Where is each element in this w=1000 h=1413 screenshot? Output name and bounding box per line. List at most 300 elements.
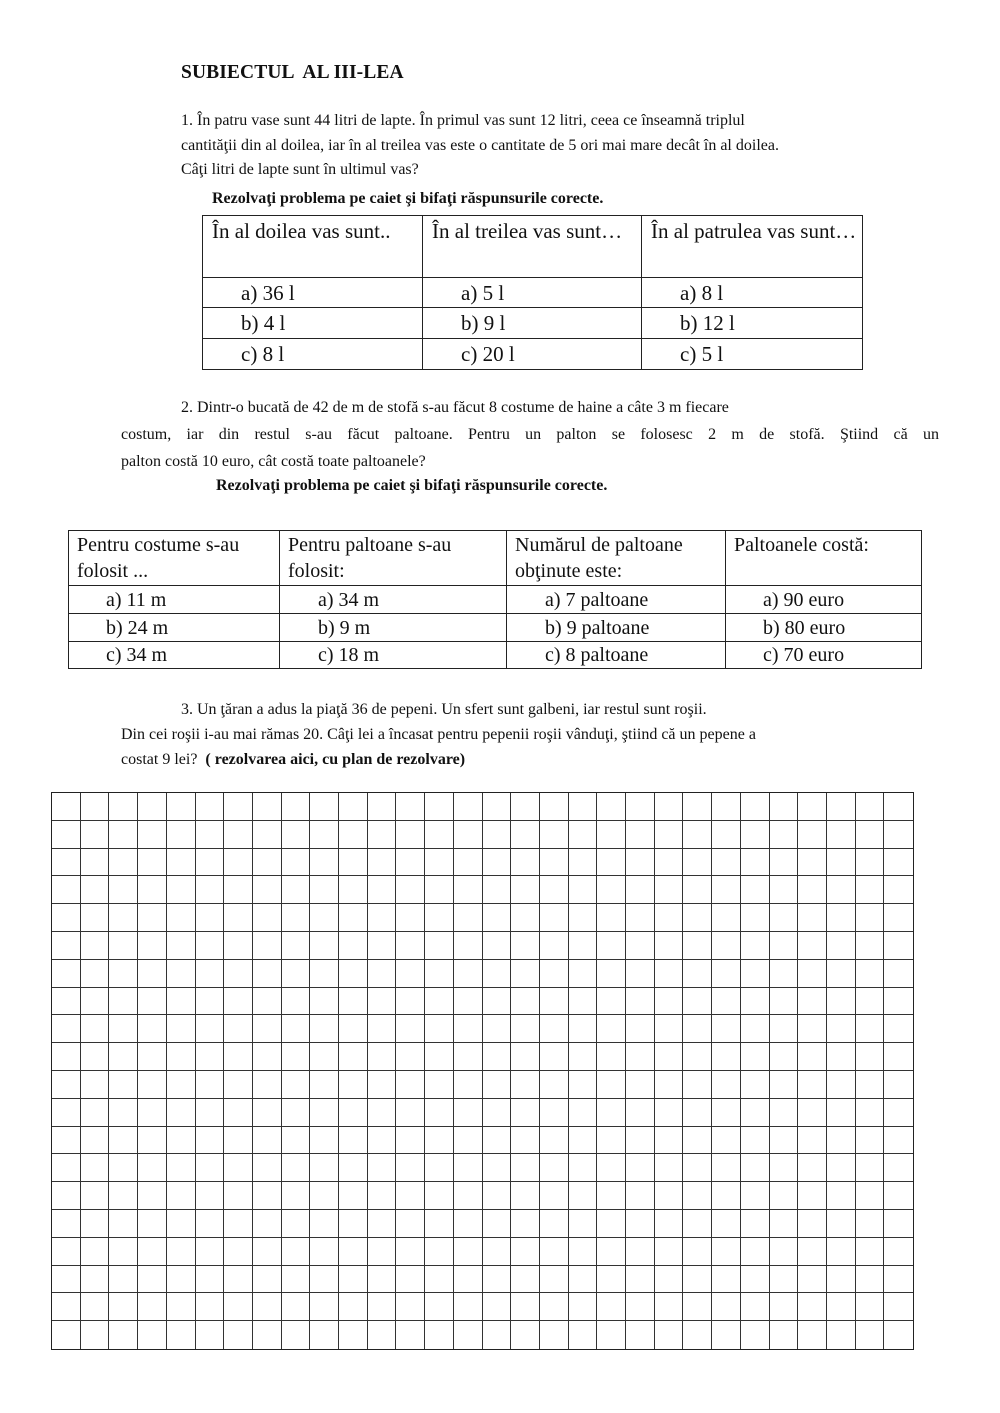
table-header: În al doilea vas sunt.. [203, 216, 423, 278]
grid-cell [425, 1127, 454, 1155]
grid-cell [310, 849, 339, 877]
grid-cell [626, 1210, 655, 1238]
grid-cell [454, 1015, 483, 1043]
grid-cell [798, 1210, 827, 1238]
answer-option[interactable]: a) 11 m [69, 586, 280, 614]
grid-cell [253, 876, 282, 904]
grid-cell [483, 849, 512, 877]
grid-cell [454, 793, 483, 821]
grid-cell [569, 849, 598, 877]
grid-cell [138, 1293, 167, 1321]
grid-cell [741, 876, 770, 904]
grid-cell [483, 1266, 512, 1294]
grid-cell [167, 821, 196, 849]
grid-cell [655, 1043, 684, 1071]
grid-cell [454, 849, 483, 877]
grid-cell [569, 1238, 598, 1266]
grid-cell [253, 1015, 282, 1043]
grid-cell [770, 932, 799, 960]
grid-cell [138, 821, 167, 849]
grid-cell [253, 932, 282, 960]
grid-cell [167, 904, 196, 932]
grid-cell [626, 849, 655, 877]
grid-cell [569, 821, 598, 849]
problem-1-answer-table [202, 215, 863, 370]
grid-cell [683, 904, 712, 932]
grid-cell [770, 1154, 799, 1182]
grid-cell [884, 1099, 913, 1127]
grid-cell [712, 1154, 741, 1182]
grid-cell [396, 1043, 425, 1071]
grid-cell [425, 1099, 454, 1127]
grid-cell [52, 960, 81, 988]
grid-cell [827, 1043, 856, 1071]
grid-cell [196, 932, 225, 960]
grid-cell [282, 1182, 311, 1210]
grid-cell [425, 1182, 454, 1210]
grid-cell [224, 1043, 253, 1071]
grid-cell [52, 932, 81, 960]
grid-cell [282, 821, 311, 849]
grid-cell [856, 960, 885, 988]
grid-cell [798, 1043, 827, 1071]
grid-cell [368, 1293, 397, 1321]
problem-3-text-line-1: 3. Un ţăran a adus la piaţă 36 de pepeni. Un sfert sunt galbeni, iar restul sunt roşii. [181, 701, 707, 718]
grid-cell [770, 1099, 799, 1127]
grid-cell [196, 1043, 225, 1071]
answer-option[interactable]: a) 36 l [203, 278, 423, 308]
grid-cell [224, 932, 253, 960]
grid-cell [540, 1071, 569, 1099]
answer-option[interactable]: b) 80 euro [726, 614, 922, 642]
grid-cell [483, 1127, 512, 1155]
grid-cell [138, 876, 167, 904]
grid-cell [81, 1182, 110, 1210]
grid-cell [856, 849, 885, 877]
grid-cell [109, 1238, 138, 1266]
grid-cell [511, 821, 540, 849]
grid-cell [310, 1154, 339, 1182]
grid-cell [597, 1071, 626, 1099]
grid-cell [454, 876, 483, 904]
grid-cell [196, 1099, 225, 1127]
grid-cell [540, 1293, 569, 1321]
grid-cell [167, 960, 196, 988]
grid-cell [109, 1210, 138, 1238]
grid-cell [540, 1015, 569, 1043]
grid-cell [655, 960, 684, 988]
grid-cell [81, 821, 110, 849]
grid-cell [569, 1293, 598, 1321]
grid-cell [167, 1293, 196, 1321]
grid-cell [109, 849, 138, 877]
grid-cell [138, 1099, 167, 1127]
grid-cell [52, 904, 81, 932]
grid-cell [454, 821, 483, 849]
grid-cell [109, 1154, 138, 1182]
grid-cell [856, 1266, 885, 1294]
grid-cell [81, 849, 110, 877]
grid-cell [655, 1210, 684, 1238]
grid-cell [511, 1099, 540, 1127]
grid-cell [712, 1266, 741, 1294]
grid-cell [827, 988, 856, 1016]
grid-cell [224, 876, 253, 904]
grid-cell [253, 960, 282, 988]
grid-cell [81, 1127, 110, 1155]
grid-cell [368, 1071, 397, 1099]
grid-cell [770, 960, 799, 988]
grid-cell [339, 960, 368, 988]
grid-cell [798, 1238, 827, 1266]
grid-cell [454, 1154, 483, 1182]
grid-cell [109, 960, 138, 988]
grid-cell [310, 904, 339, 932]
grid-cell [569, 1210, 598, 1238]
grid-cell [741, 1182, 770, 1210]
grid-cell [683, 1210, 712, 1238]
answer-option[interactable]: b) 9 l [423, 308, 642, 339]
grid-cell [626, 1266, 655, 1294]
answer-option[interactable]: a) 8 l [642, 278, 863, 308]
grid-cell [712, 793, 741, 821]
grid-cell [368, 1210, 397, 1238]
grid-cell [569, 1266, 598, 1294]
grid-cell [368, 793, 397, 821]
table-header: În al patrulea vas sunt… [642, 216, 863, 278]
grid-cell [109, 1127, 138, 1155]
answer-grid[interactable] [51, 792, 914, 1350]
grid-cell [683, 793, 712, 821]
grid-cell [196, 1182, 225, 1210]
grid-cell [655, 1071, 684, 1099]
grid-cell [425, 1071, 454, 1099]
grid-cell [511, 1321, 540, 1349]
grid-cell [827, 821, 856, 849]
grid-cell [368, 1238, 397, 1266]
grid-cell [655, 1182, 684, 1210]
grid-cell [339, 1015, 368, 1043]
grid-cell [425, 1043, 454, 1071]
grid-cell [425, 849, 454, 877]
grid-cell [196, 876, 225, 904]
grid-cell [81, 904, 110, 932]
grid-cell [540, 876, 569, 904]
grid-cell [253, 1127, 282, 1155]
grid-cell [770, 1293, 799, 1321]
problem-2-text-line-3: palton costă 10 euro, cât costă toate paltoanele? [121, 453, 426, 470]
grid-cell [425, 960, 454, 988]
grid-cell [368, 1127, 397, 1155]
grid-cell [741, 1099, 770, 1127]
grid-cell [655, 1238, 684, 1266]
grid-cell [511, 793, 540, 821]
grid-cell [167, 932, 196, 960]
grid-cell [483, 988, 512, 1016]
grid-cell [540, 1043, 569, 1071]
grid-cell [655, 793, 684, 821]
grid-cell [310, 1071, 339, 1099]
answer-option[interactable]: a) 90 euro [726, 586, 922, 614]
problem-3-instruction: ( rezolvarea aici, cu plan de rezolvare) [205, 751, 466, 768]
grid-cell [109, 1321, 138, 1349]
table-header: Numărul de paltoane obţinute este: [507, 531, 726, 586]
grid-cell [569, 1099, 598, 1127]
grid-cell [282, 1238, 311, 1266]
answer-option[interactable]: c) 70 euro [726, 642, 922, 669]
grid-cell [339, 849, 368, 877]
grid-cell [655, 904, 684, 932]
grid-cell [856, 876, 885, 904]
grid-cell [81, 1293, 110, 1321]
grid-cell [683, 821, 712, 849]
grid-cell [683, 1127, 712, 1155]
grid-cell [454, 1293, 483, 1321]
grid-cell [597, 1266, 626, 1294]
grid-cell [396, 1266, 425, 1294]
grid-cell [856, 793, 885, 821]
grid-cell [253, 1043, 282, 1071]
grid-cell [167, 793, 196, 821]
grid-cell [884, 1321, 913, 1349]
grid-cell [81, 1154, 110, 1182]
table-header: Pentru paltoane s-au folosit: [280, 531, 507, 586]
grid-cell [282, 793, 311, 821]
grid-cell [626, 1182, 655, 1210]
grid-cell [626, 876, 655, 904]
grid-cell [856, 1321, 885, 1349]
grid-cell [626, 988, 655, 1016]
grid-cell [511, 960, 540, 988]
grid-cell [339, 1293, 368, 1321]
grid-cell [798, 1099, 827, 1127]
grid-cell [339, 1238, 368, 1266]
problem-2-answer-table [68, 530, 922, 669]
grid-cell [626, 904, 655, 932]
grid-cell [770, 988, 799, 1016]
grid-cell [856, 1182, 885, 1210]
grid-cell [597, 793, 626, 821]
grid-cell [167, 1154, 196, 1182]
grid-cell [597, 1154, 626, 1182]
grid-cell [253, 1321, 282, 1349]
grid-cell [109, 1266, 138, 1294]
grid-cell [798, 821, 827, 849]
grid-cell [884, 904, 913, 932]
grid-cell [597, 1210, 626, 1238]
grid-cell [339, 1099, 368, 1127]
grid-cell [827, 932, 856, 960]
grid-cell [540, 960, 569, 988]
grid-cell [798, 1154, 827, 1182]
grid-cell [511, 1071, 540, 1099]
grid-cell [81, 1015, 110, 1043]
grid-cell [683, 1321, 712, 1349]
grid-cell [540, 988, 569, 1016]
grid-cell [511, 1043, 540, 1071]
grid-cell [569, 1071, 598, 1099]
grid-cell [712, 1071, 741, 1099]
grid-cell [368, 1043, 397, 1071]
grid-cell [167, 1266, 196, 1294]
grid-cell [52, 821, 81, 849]
grid-cell [81, 876, 110, 904]
grid-cell [52, 1015, 81, 1043]
grid-cell [884, 793, 913, 821]
grid-cell [52, 1071, 81, 1099]
grid-cell [138, 1210, 167, 1238]
problem-3-question-end: costat 9 lei? [121, 751, 206, 768]
answer-option[interactable]: b) 9 m [280, 614, 507, 642]
grid-cell [884, 1210, 913, 1238]
grid-cell [52, 1154, 81, 1182]
grid-cell [454, 960, 483, 988]
grid-cell [368, 1099, 397, 1127]
grid-cell [196, 1293, 225, 1321]
answer-option[interactable]: b) 4 l [203, 308, 423, 339]
grid-cell [282, 1210, 311, 1238]
grid-cell [511, 1154, 540, 1182]
grid-cell [224, 1238, 253, 1266]
grid-cell [540, 821, 569, 849]
grid-cell [138, 1182, 167, 1210]
answer-option[interactable]: b) 9 paltoane [507, 614, 726, 642]
grid-cell [741, 988, 770, 1016]
grid-cell [224, 1015, 253, 1043]
grid-cell [52, 793, 81, 821]
grid-cell [770, 793, 799, 821]
grid-cell [310, 1127, 339, 1155]
grid-cell [827, 1293, 856, 1321]
grid-cell [138, 793, 167, 821]
grid-cell [253, 793, 282, 821]
grid-cell [138, 1266, 167, 1294]
grid-cell [310, 1321, 339, 1349]
grid-cell [339, 1154, 368, 1182]
grid-cell [196, 904, 225, 932]
answer-option[interactable]: a) 34 m [280, 586, 507, 614]
answer-option[interactable]: a) 5 l [423, 278, 642, 308]
grid-cell [310, 960, 339, 988]
answer-option[interactable]: c) 18 m [280, 642, 507, 669]
grid-cell [253, 1182, 282, 1210]
grid-cell [655, 1154, 684, 1182]
grid-cell [597, 876, 626, 904]
grid-cell [712, 1210, 741, 1238]
grid-cell [454, 904, 483, 932]
grid-cell [884, 960, 913, 988]
grid-cell [798, 1127, 827, 1155]
grid-cell [827, 1099, 856, 1127]
grid-cell [224, 1071, 253, 1099]
grid-cell [798, 1015, 827, 1043]
page-title: SUBIECTUL AL III-LEA [181, 62, 404, 83]
grid-cell [253, 904, 282, 932]
grid-cell [483, 1099, 512, 1127]
grid-cell [884, 849, 913, 877]
grid-cell [224, 1266, 253, 1294]
grid-cell [511, 849, 540, 877]
grid-cell [52, 849, 81, 877]
grid-cell [540, 849, 569, 877]
grid-cell [741, 821, 770, 849]
grid-cell [224, 1182, 253, 1210]
grid-cell [339, 932, 368, 960]
grid-cell [540, 1154, 569, 1182]
answer-option[interactable]: c) 8 paltoane [507, 642, 726, 669]
grid-cell [483, 932, 512, 960]
grid-cell [683, 1238, 712, 1266]
grid-cell [741, 1293, 770, 1321]
grid-cell [339, 821, 368, 849]
grid-cell [310, 1210, 339, 1238]
grid-cell [597, 932, 626, 960]
grid-cell [52, 1293, 81, 1321]
grid-cell [597, 849, 626, 877]
grid-cell [282, 1071, 311, 1099]
grid-cell [196, 1266, 225, 1294]
grid-cell [81, 793, 110, 821]
grid-cell [196, 1071, 225, 1099]
grid-cell [425, 876, 454, 904]
problem-1-text-line-2: cantităţii din al doilea, iar în al treilea vas este o cantitate de 5 ori mai mare decât în al doilea. [181, 137, 779, 154]
grid-cell [798, 1266, 827, 1294]
grid-cell [425, 932, 454, 960]
grid-cell [511, 904, 540, 932]
grid-cell [138, 1015, 167, 1043]
grid-cell [368, 1154, 397, 1182]
grid-cell [884, 1293, 913, 1321]
grid-cell [310, 988, 339, 1016]
grid-cell [52, 1238, 81, 1266]
grid-cell [626, 1043, 655, 1071]
grid-cell [856, 1043, 885, 1071]
grid-cell [196, 988, 225, 1016]
grid-cell [856, 821, 885, 849]
grid-cell [655, 821, 684, 849]
grid-cell [224, 904, 253, 932]
grid-cell [798, 932, 827, 960]
grid-cell [396, 1127, 425, 1155]
grid-cell [253, 1071, 282, 1099]
answer-option[interactable]: a) 7 paltoane [507, 586, 726, 614]
grid-cell [856, 1127, 885, 1155]
grid-cell [741, 1266, 770, 1294]
grid-cell [597, 960, 626, 988]
grid-cell [282, 1043, 311, 1071]
grid-cell [511, 1182, 540, 1210]
grid-cell [741, 793, 770, 821]
answer-option[interactable]: c) 34 m [69, 642, 280, 669]
grid-cell [368, 1015, 397, 1043]
grid-cell [798, 960, 827, 988]
grid-cell [483, 904, 512, 932]
grid-cell [655, 1099, 684, 1127]
answer-option[interactable]: c) 20 l [423, 339, 642, 370]
answer-option[interactable]: b) 24 m [69, 614, 280, 642]
grid-cell [683, 1071, 712, 1099]
answer-option[interactable]: b) 12 l [642, 308, 863, 339]
grid-cell [282, 904, 311, 932]
answer-option[interactable]: c) 8 l [203, 339, 423, 370]
grid-cell [81, 1266, 110, 1294]
grid-cell [569, 960, 598, 988]
grid-cell [396, 988, 425, 1016]
grid-cell [569, 932, 598, 960]
grid-cell [741, 1321, 770, 1349]
answer-option[interactable]: c) 5 l [642, 339, 863, 370]
grid-cell [884, 988, 913, 1016]
